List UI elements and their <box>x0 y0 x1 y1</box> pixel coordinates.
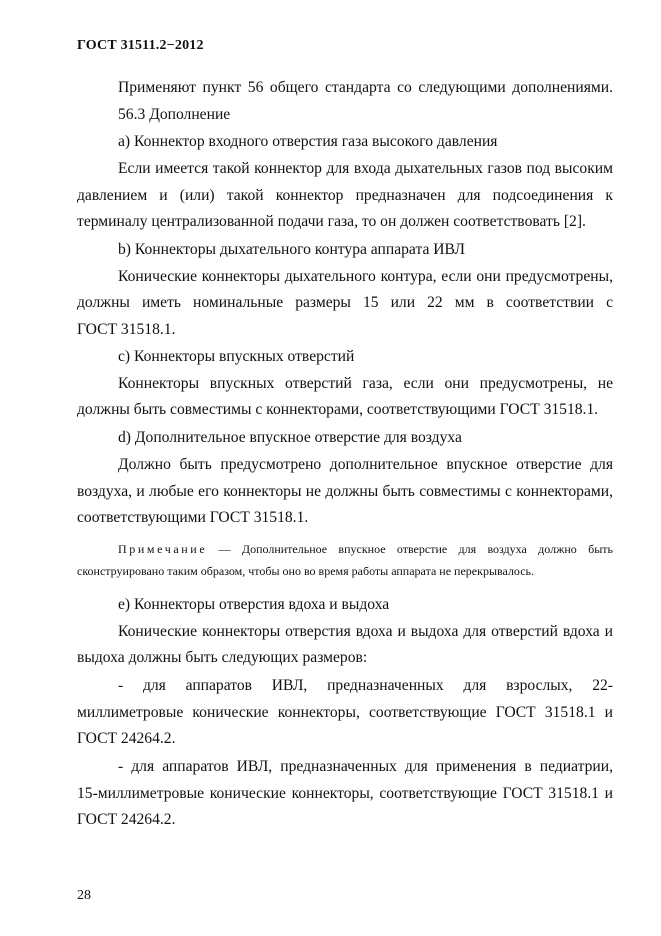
item-d-text-line: воздуха, и любые его коннекторы не должны быть совместимы с коннекторами, <box>77 483 613 500</box>
note-line: сконструировано таким образом, чтобы оно во время работы аппарата не перекрывалось. <box>77 564 535 578</box>
paragraph-intro: Применяют пункт 56 общего стандарта со следующими дополнениями. <box>118 79 613 96</box>
bullet-item-line: ГОСТ 24264.2. <box>77 730 176 747</box>
item-a-text-line: давлением и (или) такой коннектор предназначен для подсоединения к <box>77 187 613 204</box>
bullet-item-line: - для аппаратов ИВЛ, предназначенных для взрослых, 22- <box>118 677 613 694</box>
item-e-text-line: Конические коннекторы отверстия вдоха и выдоха для отверстий вдоха и <box>118 623 613 640</box>
section-number: 56.3 Дополнение <box>118 106 231 123</box>
item-b-heading: b) Коннекторы дыхательного контура аппарата ИВЛ <box>118 241 465 258</box>
item-e-heading: e) Коннекторы отверстия вдоха и выдоха <box>118 596 390 613</box>
note-line <box>118 541 613 557</box>
bullet-item-line: ГОСТ 24264.2. <box>77 811 176 828</box>
page-number: 28 <box>77 888 91 903</box>
note-text: — Дополнительное впускное отверстие для воздуха должно быть <box>207 542 613 556</box>
item-a-heading: a) Коннектор входного отверстия газа высокого давления <box>118 133 498 150</box>
item-c-heading: c) Коннекторы впускных отверстий <box>118 348 355 365</box>
item-d-heading: d) Дополнительное впускное отверстие для воздуха <box>118 429 462 446</box>
note-label: Примечание <box>118 542 208 556</box>
item-b-text-line: должны иметь номинальные размеры 15 или 22 мм в соответствии с <box>77 294 613 311</box>
item-c-text-line: должны быть совместимы с коннекторами, соответствующими ГОСТ 31518.1. <box>77 401 599 418</box>
item-c-text-line: Коннекторы впускных отверстий газа, если они предусмотрены, не <box>118 375 613 392</box>
item-a-text-line: Если имеется такой коннектор для входа дыхательных газов под высоким <box>118 160 613 177</box>
document-header: ГОСТ 31511.2−2012 <box>77 38 204 53</box>
item-e-text-line: выдоха должны быть следующих размеров: <box>77 649 368 666</box>
bullet-item-line: - для аппаратов ИВЛ, предназначенных для применения в педиатрии, <box>118 758 613 775</box>
item-b-text-line: ГОСТ 31518.1. <box>77 321 176 338</box>
item-d-text-line: соответствующими ГОСТ 31518.1. <box>77 509 309 526</box>
bullet-item-line: миллиметровые конические коннекторы, соответствующие ГОСТ 31518.1 и <box>77 704 613 721</box>
item-b-text-line: Конические коннекторы дыхательного контура, если они предусмотрены, <box>118 268 613 285</box>
item-d-text-line: Должно быть предусмотрено дополнительное впускное отверстие для <box>118 456 613 473</box>
bullet-item-line: 15-миллиметровые конические коннекторы, соответствующие ГОСТ 31518.1 и <box>77 785 613 802</box>
item-a-text-line: терминалу централизованной подачи газа, то он должен соответствовать [2]. <box>77 213 586 230</box>
